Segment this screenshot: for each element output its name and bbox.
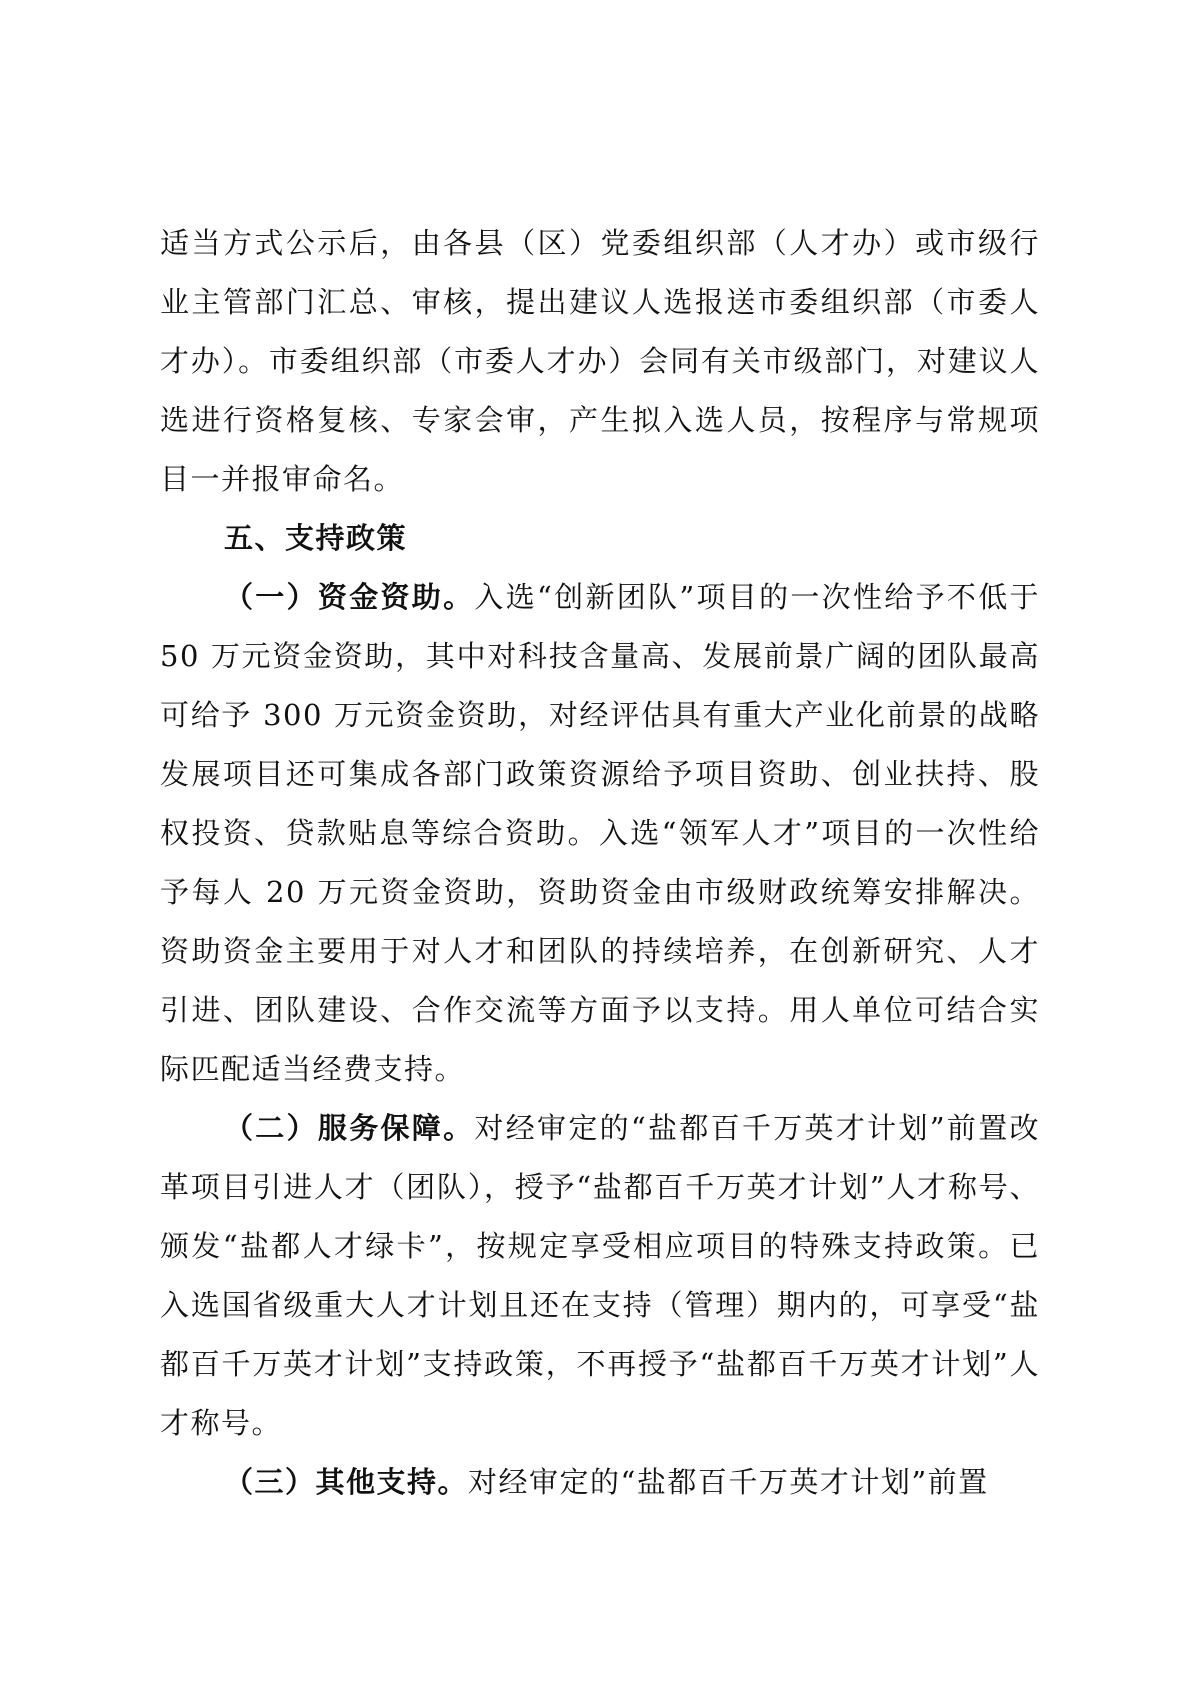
section-heading: 五、支持政策 (224, 521, 408, 555)
policy-item-service-lead: （二）服务保障。 (224, 1111, 475, 1145)
policy-item-service (160, 1099, 1040, 1453)
policy-item-funding (160, 568, 1040, 1099)
policy-item-other-lead: （三）其他支持。 (224, 1465, 469, 1499)
policy-item-service-body: 对经审定的“盐都百千万英才计划”前置改革项目引进人才（团队），授予“盐都百千万英才计划”人才称号、颁发“盐都人才绿卡”，按规定享受相应项目的特殊支持政策。已入选国省级重大人才计划且还在支持（管理）期内的，可享受“盐都百千万英才计划”支持政策，不再授予“盐都百千万英才计划”人才称号。 (160, 1111, 1040, 1440)
policy-item-funding-lead: （一）资金资助。 (224, 580, 475, 614)
document-body (160, 214, 1040, 1512)
policy-item-other-body: 对经审定的“盐都百千万英才计划”前置 (468, 1465, 989, 1499)
continuation-paragraph: 适当方式公示后，由各县（区）党委组织部（人才办）或市级行业主管部门汇总、审核，提出建议人选报送市委组织部（市委人才办）。市委组织部（市委人才办）会同有关市级部门，对建议人选进行资格复核、专家会审，产生拟入选人员，按程序与常规项目一并报审命名。 (160, 226, 1040, 496)
policy-item-other (160, 1453, 1040, 1512)
policy-item-funding-body: 入选“创新团队”项目的一次性给予不低于 50 万元资金资助，其中对科技含量高、发展前景广阔的团队最高可给予 300 万元资金资助，对经评估具有重大产业化前景的战略发展项目还可集成各部门政策资源给予项目资助、创业扶持、股权投资、贷款贴息等综合资助。入选“领军人才”项目的一次性给予每人 20 万元资金资助，资助资金由市级财政统筹安排解决。资助资金主要用于对人才和团队的持续培养，在创新研究、人才引进、团队建设、合作交流等方面予以支持。用人单位可结合实际匹配适当经费支持。 (160, 580, 1040, 1086)
